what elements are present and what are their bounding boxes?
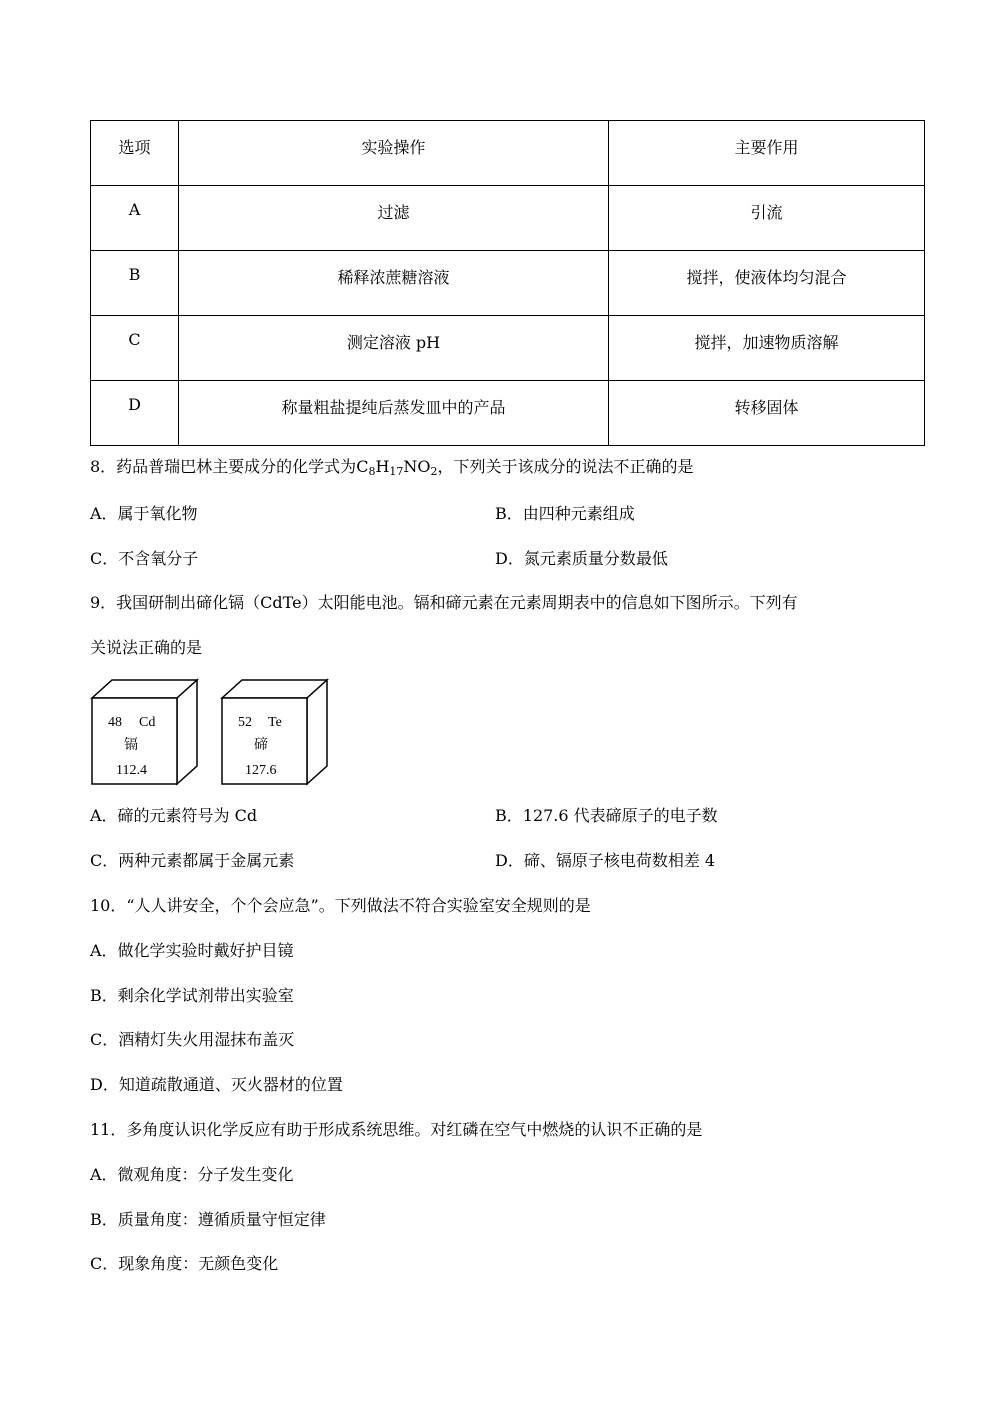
question-9-stem-line2: 关说法正确的是 — [90, 638, 203, 657]
table-cell: B — [91, 251, 179, 316]
element-card-cd — [92, 680, 197, 784]
table-row — [91, 251, 925, 316]
element-cards-figure — [90, 678, 330, 788]
table-cell: 称量粗盐提纯后蒸发皿中的产品 — [179, 381, 609, 446]
element-symbol: Cd — [139, 715, 156, 730]
table-cell: 测定溶液 pH — [179, 316, 609, 381]
question-11-stem: 11．多角度认识化学反应有助于形成系统思维。对红磷在空气中燃烧的认识不正确的是 — [90, 1120, 703, 1139]
question-10-option-c: C．酒精灯失火用湿抹布盖灭 — [90, 1030, 295, 1049]
chemical-formula: $C_8H_{17}NO_2$ — [356, 457, 438, 478]
table-cell: 稀释浓蔗糖溶液 — [179, 251, 609, 316]
table-cell: 过滤 — [179, 186, 609, 251]
table-cell: 转移固体 — [609, 381, 925, 446]
question-11-option-a: A．微观角度：分子发生变化 — [90, 1165, 294, 1184]
table-cell: D — [91, 381, 179, 446]
table-header-cell: 实验操作 — [179, 121, 609, 186]
table-cell: 引流 — [609, 186, 925, 251]
question-9-option-c: C．两种元素都属于金属元素 — [90, 851, 295, 870]
table-row — [91, 316, 925, 381]
question-9-option-a: A．碲的元素符号为 Cd — [90, 806, 258, 825]
element-number: 48 — [108, 715, 122, 730]
experiment-table — [90, 120, 925, 446]
table-header-cell: 选项 — [91, 121, 179, 186]
question-8-stem-after: ，下列关于该成分的说法不正确的是 — [437, 457, 694, 476]
question-9-option-d: D．碲、镉原子核电荷数相差 4 — [495, 851, 716, 870]
element-card-te — [222, 680, 327, 784]
question-9-stem-line1: 9．我国研制出碲化镉（CdTe）太阳能电池。镉和碲元素在元素周期表中的信息如下图所示。下列有 — [90, 593, 798, 612]
table-cell: A — [91, 186, 179, 251]
question-8-option-a: A．属于氧化物 — [90, 504, 198, 523]
table-row — [91, 186, 925, 251]
table-cell: 搅拌，加速物质溶解 — [609, 316, 925, 381]
question-8-stem — [90, 454, 694, 478]
question-10-option-a: A．做化学实验时戴好护目镜 — [90, 941, 294, 960]
element-mass: 112.4 — [116, 763, 147, 778]
question-11-option-c: C．现象角度：无颜色变化 — [90, 1254, 279, 1273]
table-header-cell: 主要作用 — [609, 121, 925, 186]
question-8-option-b: B．由四种元素组成 — [495, 504, 635, 523]
element-number: 52 — [238, 715, 252, 730]
question-10-stem: 10．“人人讲安全，个个会应急”。下列做法不符合实验室安全规则的是 — [90, 896, 591, 915]
element-name: 碲 — [254, 738, 268, 753]
element-name: 镉 — [124, 738, 138, 753]
table-row — [91, 381, 925, 446]
table-header-row — [91, 121, 925, 186]
question-10-option-d: D．知道疏散通道、灭火器材的位置 — [90, 1075, 343, 1094]
table-cell: C — [91, 316, 179, 381]
question-8-stem-before: 8．药品普瑞巴林主要成分的化学式为 — [90, 457, 357, 476]
element-mass: 127.6 — [245, 763, 277, 778]
question-8-option-d: D．氮元素质量分数最低 — [495, 549, 668, 568]
table-cell: 搅拌，使液体均匀混合 — [609, 251, 925, 316]
question-8-option-c: C．不含氧分子 — [90, 549, 199, 568]
question-11-option-b: B．质量角度：遵循质量守恒定律 — [90, 1210, 326, 1229]
question-9-option-b: B．127.6 代表碲原子的电子数 — [495, 806, 718, 825]
element-symbol: Te — [268, 715, 282, 730]
question-10-option-b: B．剩余化学试剂带出实验室 — [90, 986, 294, 1005]
